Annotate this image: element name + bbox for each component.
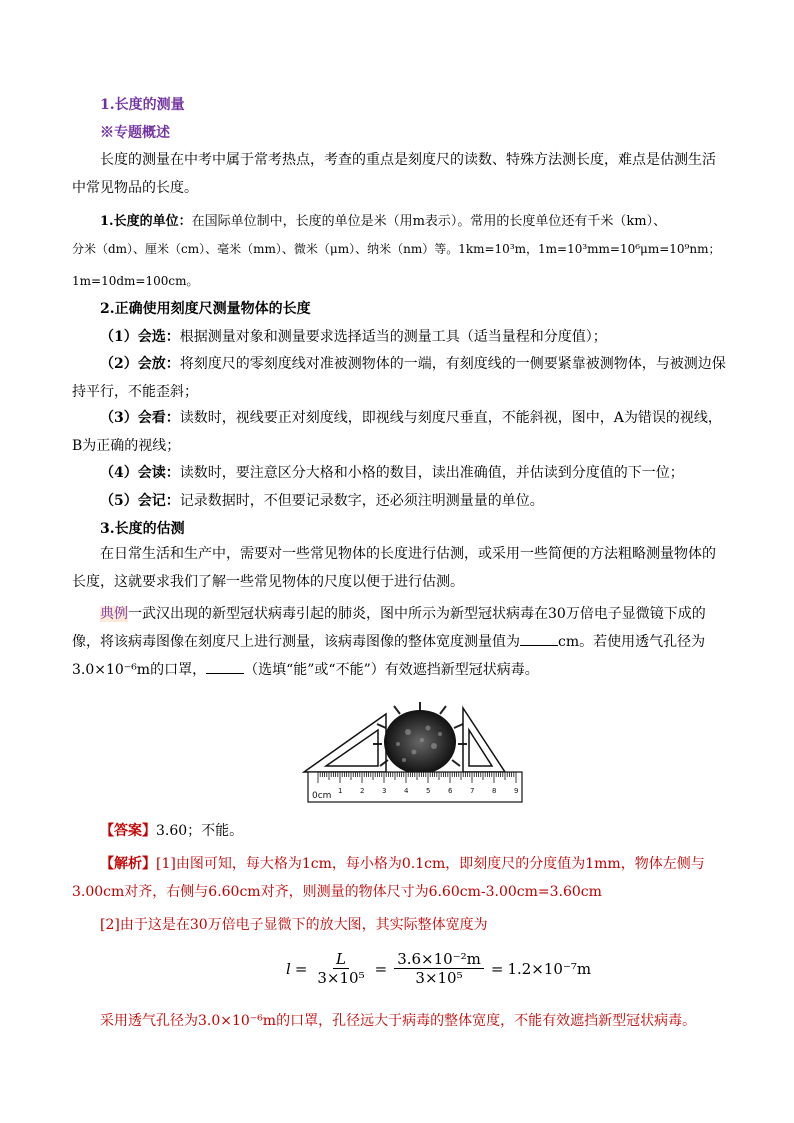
answer-text: 3.60；不能。 [156,823,244,839]
ruler-tick-label: 6 [448,787,453,795]
answer-label: 【答案】 [100,823,156,839]
fraction-1-denominator: 3×10⁵ [317,969,365,987]
ruler-tick-label: 7 [470,787,475,795]
formula-equals-3: = [490,959,504,978]
right-triangle-ruler [463,708,505,772]
virus-image [373,702,467,774]
ruler-tick-label: 4 [404,787,409,795]
virus-ruler-figure [300,700,530,808]
ruler-tick-label: 1 [338,787,343,795]
units-heading: 1.长度的单位： [100,214,192,229]
answer-blank-1 [520,631,558,646]
fraction-1-numerator: L [333,950,349,969]
example-paragraph [72,600,728,684]
ruler-item-4-text: 读数时，要注意区分大格和小格的数目，读出准确值，并估读到分度值的下一位； [179,465,684,481]
overview-paragraph: 长度的测量在中考中属于常考热点，考查的重点是刻度尺的读数、特殊方法测长度，难点是估测生活中常见物品的长度。 [72,152,716,196]
example-label: 典例 [100,606,128,622]
ruler-tick-label: 8 [492,787,497,795]
ruler-item-3-label: （3）会看： [100,410,180,426]
units-line3: 1m=10dm=100cm。 [72,274,199,288]
units-line1 [100,210,666,229]
width-formula [286,950,591,987]
formula-result: 1.2×10⁻⁷m [507,959,592,978]
fraction-2-denominator: 3×10⁵ [415,969,463,987]
ruler-tick-label: 5 [426,787,431,795]
ruler-tick-label: 2 [360,787,365,795]
ruler-item-4 [100,462,684,482]
ruler-item-1 [100,326,607,346]
analysis-text-1: [1]由图可知，每大格为1cm，每小格为0.1cm，即刻度尺的分度值为1mm，物体左侧与3.00cm对齐，右侧与6.60cm对齐，则测量的物体尺寸为6.60cm-3.00cm=3.60cm [72,856,705,900]
formula-fraction-1 [314,950,367,987]
answer-blank-2 [206,659,244,674]
virus-ruler-illustration [300,700,530,808]
ruler-item-3 [72,404,728,460]
ruler-item-2 [72,350,728,406]
section-title: 1.长度的测量 [100,97,185,113]
example-text-1: 一武汉出现的新型冠状病毒引起的肺炎，图中所示为新型冠状病毒在30万倍电子显微镜下成的像，将该病毒图像在刻度尺上进行测量，该病毒图像的整体宽度测量值为 [72,606,706,650]
ruler-item-2-label: （2）会放： [100,356,180,372]
answer-line [100,820,243,840]
formula-equals-2: = [374,959,388,978]
ruler-use-heading: 2.正确使用刻度尺测量物体的长度 [100,301,311,317]
ruler-tick-label: 3 [382,787,387,795]
ruler-item-5 [100,490,544,510]
scale-ruler [308,772,522,802]
ruler-item-5-text: 记录数据时，不但要记录数字，还必须注明测量量的单位。 [179,493,544,509]
ruler-item-2-text: 将刻度尺的零刻度线对准被测物体的一端，有刻度线的一侧要紧靠被测物体，与被测边保持平行，不能歪斜； [72,356,726,400]
formula-fraction-2 [394,950,484,987]
ruler-item-1-label: （1）会选： [100,329,180,345]
formula-equals-1: = [294,959,308,978]
estimate-paragraph: 在日常生活和生产中，需要对一些常见物体的长度进行估测，或采用一些简便的方法粗略测量物体的长度，这就要求我们了解一些常见物体的尺度以便于进行估测。 [72,546,716,590]
analysis-paragraph-2: [2]由于这是在30万倍电子显微下的放大图，其实际整体宽度为 [100,917,488,933]
example-text-3: （选填“能”或“不能”）有效遮挡新型冠状病毒。 [244,662,539,678]
overview-heading: ※专题概述 [100,125,170,141]
ruler-item-5-label: （5）会记： [100,493,180,509]
ruler-item-1-text: 根据测量对象和测量要求选择适当的测量工具（适当量程和分度值）； [179,329,607,345]
analysis-paragraph-3: 采用透气孔径为3.0×10⁻⁶m的口罩，孔径远大于病毒的整体宽度，不能有效遮挡新型冠状病毒。 [100,1013,697,1029]
units-line2: 分米（dm）、厘米（cm）、毫米（mm）、微米（μm）、纳米（nm）等。1km=10³m，1m=10³mm=10⁶μm=10⁹nm； [72,242,721,256]
fraction-2-numerator: 3.6×10⁻²m [394,950,484,969]
analysis-paragraph-1 [72,850,728,906]
ruler-tick-label: 9 [514,787,519,795]
example-text-2: cm。若使用透气孔径为3.0×10⁻⁶m的口罩， [72,634,706,678]
units-text-1: 在国际单位制中，长度的单位是米（用m表示）。常用的长度单位还有千米（km）、 [191,214,667,229]
ruler-item-4-label: （4）会读： [100,465,180,481]
ruler-unit-label: 0cm [312,791,332,801]
analysis-label: 【解析】 [100,856,156,872]
ruler-item-3-text: 读数时，视线要正对刻度线，即视线与刻度尺垂直，不能斜视，图中，A为错误的视线，B为正确的视线； [72,410,722,454]
formula-lhs: l [286,959,291,978]
estimate-heading: 3.长度的估测 [100,521,185,537]
